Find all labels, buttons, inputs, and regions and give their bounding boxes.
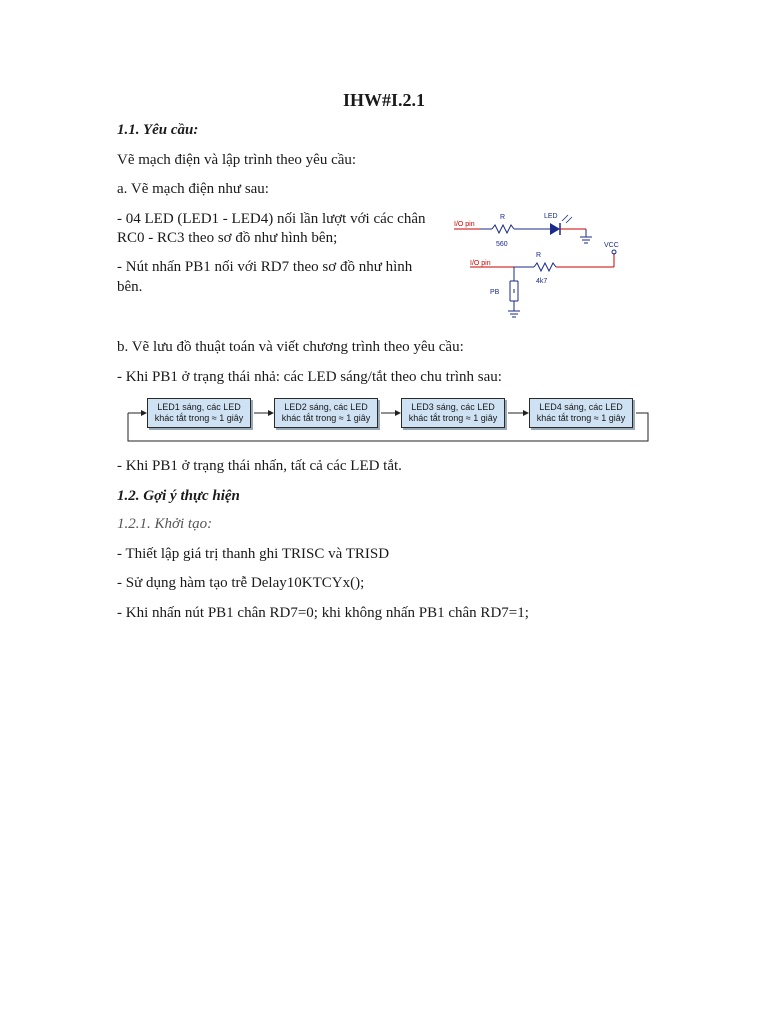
- flow-step-led4: [529, 398, 633, 428]
- flow-step-led1: [147, 398, 251, 428]
- resistor-r1-label: R: [500, 214, 506, 221]
- hint-delay: - Sử dụng hàm tạo trễ Delay10KTCYx();: [117, 575, 365, 591]
- led-symbol: [550, 223, 560, 235]
- led-label: LED: [544, 213, 558, 220]
- flow-step-led4-line1: LED4 sáng, các LED: [539, 402, 623, 412]
- hint-tris: - Thiết lập giá trị thanh ghi TRISC và TRISD: [117, 546, 390, 562]
- flow-step-led2-line2: khác tắt trong ≈ 1 giây: [281, 413, 371, 423]
- bullet-button-line1: - Nút nhấn PB1 nối với RD7 theo sơ đồ như hình: [117, 259, 413, 275]
- item-a-text: a. Vẽ mạch điện như sau:: [117, 181, 269, 197]
- flow-step-led2: [274, 398, 378, 428]
- resistor-r2-label: R: [536, 252, 542, 259]
- section-heading-hints: 1.2. Gợi ý thực hiện: [117, 488, 240, 504]
- flow-step-led1-line1: LED1 sáng, các LED: [157, 402, 241, 412]
- resistor-r2-value: 4k7: [536, 278, 548, 285]
- flow-step-led3-line2: khác tắt trong ≈ 1 giây: [408, 413, 498, 423]
- page-title: IHW#I.2.1: [342, 90, 425, 110]
- section-heading-requirements: 1.1. Yêu cầu:: [117, 122, 199, 138]
- bullet-led-line2: RC0 - RC3 theo sơ đồ như hình bên;: [117, 230, 338, 246]
- flow-step-led4-line2: khác tắt trong ≈ 1 giây: [536, 413, 626, 423]
- io-pin-label-1: I/O pin: [454, 221, 475, 228]
- flow-step-led3-line1: LED3 sáng, các LED: [411, 402, 495, 412]
- bullet-button-line2: bên.: [117, 279, 143, 295]
- pressed-state-text: - Khi PB1 ở trạng thái nhấn, tất cả các LED tắt.: [117, 458, 402, 474]
- intro-text: Vẽ mạch điện và lập trình theo yêu cầu:: [117, 152, 357, 168]
- flow-step-led3: [401, 398, 505, 428]
- push-button-label: PB: [490, 289, 500, 296]
- bullet-led-line1: - 04 LED (LED1 - LED4) nối lần lượt với các chân: [117, 211, 426, 227]
- item-b-text: b. Vẽ lưu đồ thuật toán và viết chương trình theo yêu cầu:: [117, 339, 464, 355]
- hint-rd7: - Khi nhấn nút PB1 chân RD7=0; khi không nhấn PB1 chân RD7=1;: [117, 605, 529, 621]
- resistor-r1: [492, 225, 514, 233]
- subsection-heading-init: 1.2.1. Khởi tạo:: [117, 516, 213, 532]
- vcc-label: VCC: [604, 242, 619, 249]
- flow-step-led1-line2: khác tắt trong ≈ 1 giây: [154, 413, 244, 423]
- io-pin-label-2: I/O pin: [470, 260, 491, 267]
- resistor-r1-value: 560: [496, 241, 508, 248]
- released-state-text: - Khi PB1 ở trạng thái nhả: các LED sáng/tắt theo chu trình sau:: [117, 369, 502, 385]
- circuit-diagram: [450, 205, 630, 330]
- resistor-r2: [534, 263, 556, 271]
- flow-step-led2-line1: LED2 sáng, các LED: [284, 402, 368, 412]
